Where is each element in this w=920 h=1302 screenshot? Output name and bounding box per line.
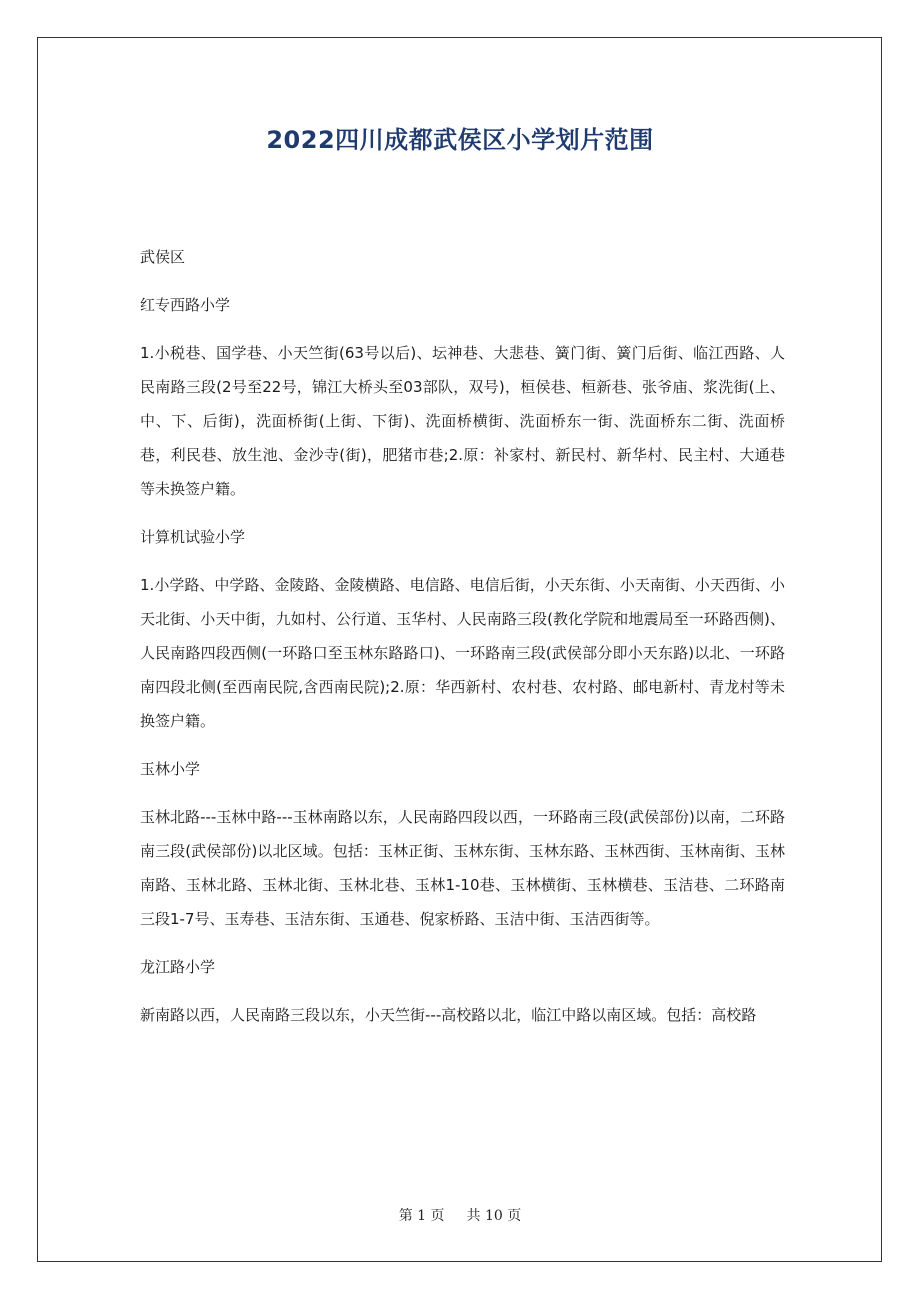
school-heading-jisuanji: 计算机试验小学 <box>140 528 246 546</box>
school-heading-yulin: 玉林小学 <box>140 760 201 778</box>
page-number: 第 1 页 <box>398 1208 445 1224</box>
school-paragraph-hongzhuanxilu: 1.小税巷、国学巷、小天竺街(63号以后)、坛神巷、大悲巷、簧门街、簧门后街、临江西路、人民南路三段(2号至22号，锦江大桥头至03部队，双号)，桓侯巷、桓新巷、张爷庙、浆洗街(上、中、下、后街)，洗面桥街(上街、下街)、洗面桥横街、洗面桥东一街、洗面桥东二街、洗面桥巷，利民巷、放生池、金沙寺(街)，肥猪市巷;2.原：补家村、新民村、新华村、民主村、大通巷等未换签户籍。 <box>140 344 785 498</box>
document-body <box>140 240 785 1046</box>
school-paragraph-jisuanji: 1.小学路、中学路、金陵路、金陵横路、电信路、电信后街，小天东街、小天南街、小天西街、小天北街、小天中街，九如村、公行道、玉华村、人民南路三段(教化学院和地震局至一环路西侧)、人民南路四段西侧(一环路口至玉林东路路口)、一环路南三段(武侯部分即小天东路)以北、一环路南四段北侧(至西南民院,含西南民院);2.原：华西新村、农村巷、农村路、邮电新村、青龙村等未换签户籍。 <box>140 576 785 730</box>
school-heading-hongzhuanxilu: 红专西路小学 <box>140 296 231 314</box>
document-title: 2022四川成都武侯区小学划片范围 <box>266 126 654 154</box>
school-heading-longjianglu: 龙江路小学 <box>140 958 216 976</box>
district-heading: 武侯区 <box>140 248 186 266</box>
school-paragraph-yulin: 玉林北路---玉林中路---玉林南路以东，人民南路四段以西，一环路南三段(武侯部份)以南，二环路南三段(武侯部份)以北区域。包括：玉林正街、玉林东街、玉林东路、玉林西街、玉林南街、玉林南路、玉林北路、玉林北街、玉林北巷、玉林1-10巷、玉林横街、玉林横巷、玉洁巷、二环路南三段1-7号、玉寿巷、玉洁东街、玉通巷、倪家桥路、玉洁中街、玉洁西街等。 <box>140 808 785 928</box>
page-total: 共 10 页 <box>466 1208 522 1224</box>
school-paragraph-longjianglu: 新南路以西，人民南路三段以东，小天竺街---高校路以北，临江中路以南区域。包括：高校路 <box>140 1006 757 1024</box>
page-footer <box>0 1205 920 1225</box>
